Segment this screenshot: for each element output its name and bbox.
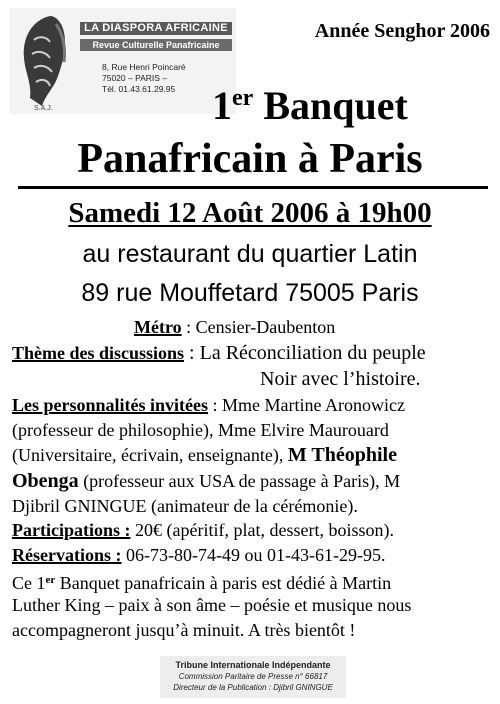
- logo-address-phone: Tél. 01.43.61.29.95: [102, 84, 176, 94]
- publication-stamp: [160, 656, 346, 698]
- participation-label: Participations :: [12, 520, 131, 540]
- logo-title: LA DIASPORA AFRICAINE: [80, 22, 232, 35]
- guests-line-5: Djibril GNINGUE (animateur de la cérémonie).: [12, 496, 358, 516]
- guests-text-4: (professeur aux USA de passage à Paris), M: [78, 471, 401, 491]
- closing-ordinal: er: [45, 574, 56, 586]
- closing-text-1a: Ce 1: [12, 573, 46, 593]
- guests-line-2: (professeur de philosophie), Mme Elvire Maurouard: [12, 420, 389, 440]
- title-word: Banquet: [263, 83, 408, 128]
- logo-address-city: 75020 – PARIS –: [102, 73, 168, 83]
- stamp-line-1: Tribune Internationale Indépendante: [175, 660, 331, 670]
- year-heading: Année Senghor 2006: [314, 20, 490, 42]
- svg-text:S.A.J.: S.A.J.: [34, 105, 53, 112]
- title-number: 1: [212, 83, 232, 128]
- guest-highlight-name: M Théophile: [287, 444, 397, 466]
- theme-value: : La Réconciliation du peuple: [184, 342, 426, 364]
- logo-subtitle: Revue Culturelle Panafricaine: [80, 39, 232, 51]
- title-underline: [18, 186, 488, 189]
- participation-line: [12, 519, 394, 541]
- guests-line-3: [12, 444, 397, 466]
- metro-line: [134, 316, 335, 338]
- theme-value-continued: Noir avec l’histoire.: [260, 368, 421, 390]
- guests-text-3: (Universitaire, écrivain, enseignante),: [12, 445, 288, 465]
- guests-label: Les personnalités invitées: [12, 395, 208, 415]
- guests-line-4: [12, 470, 400, 492]
- stamp-line-3: Directeur de la Publication : Djibril GNINGUE: [173, 683, 333, 692]
- event-date: Samedi 12 Août 2006 à 19h00: [68, 197, 432, 229]
- african-mask-logo-icon: [12, 10, 80, 112]
- closing-line-2: Luther King – paix à son âme – poésie et musique nous: [12, 595, 412, 615]
- closing-text-1b: Banquet panafricain à paris est dédié à Martin: [55, 573, 392, 593]
- stamp-line-2: Commission Paritaire de Presse n° 66817: [178, 672, 328, 681]
- guests-text-1: : Mme Martine Aronowicz: [208, 395, 405, 415]
- closing-line-1: [12, 569, 391, 594]
- participation-value: 20€ (apéritif, plat, dessert, boisson).: [130, 520, 394, 540]
- metro-label: Métro: [134, 317, 182, 337]
- reservation-label: Réservations :: [12, 545, 122, 565]
- title-second-line: Panafricain à Paris: [77, 136, 423, 182]
- closing-line-3: accompagneront jusqu’à minuit. A très bientôt !: [12, 620, 356, 640]
- metro-value: : Censier-Daubenton: [181, 317, 336, 337]
- magazine-logo: [10, 8, 236, 114]
- event-address: 89 rue Mouffetard 75005 Paris: [81, 279, 419, 307]
- reservation-value: 06-73-80-74-49 ou 01-43-61-29-95.: [121, 545, 386, 565]
- guests-line-1: [12, 394, 405, 416]
- reservation-line: [12, 544, 385, 566]
- event-venue: au restaurant du quartier Latin: [82, 240, 418, 268]
- logo-address-street: 8, Rue Henri Poincaré: [102, 62, 186, 72]
- theme-label: Thème des discussions: [12, 343, 185, 363]
- guest-highlight-surname: Obenga: [12, 470, 79, 492]
- theme-line: [12, 342, 426, 364]
- title-ordinal: er: [232, 85, 254, 111]
- title-first-line: [212, 74, 408, 130]
